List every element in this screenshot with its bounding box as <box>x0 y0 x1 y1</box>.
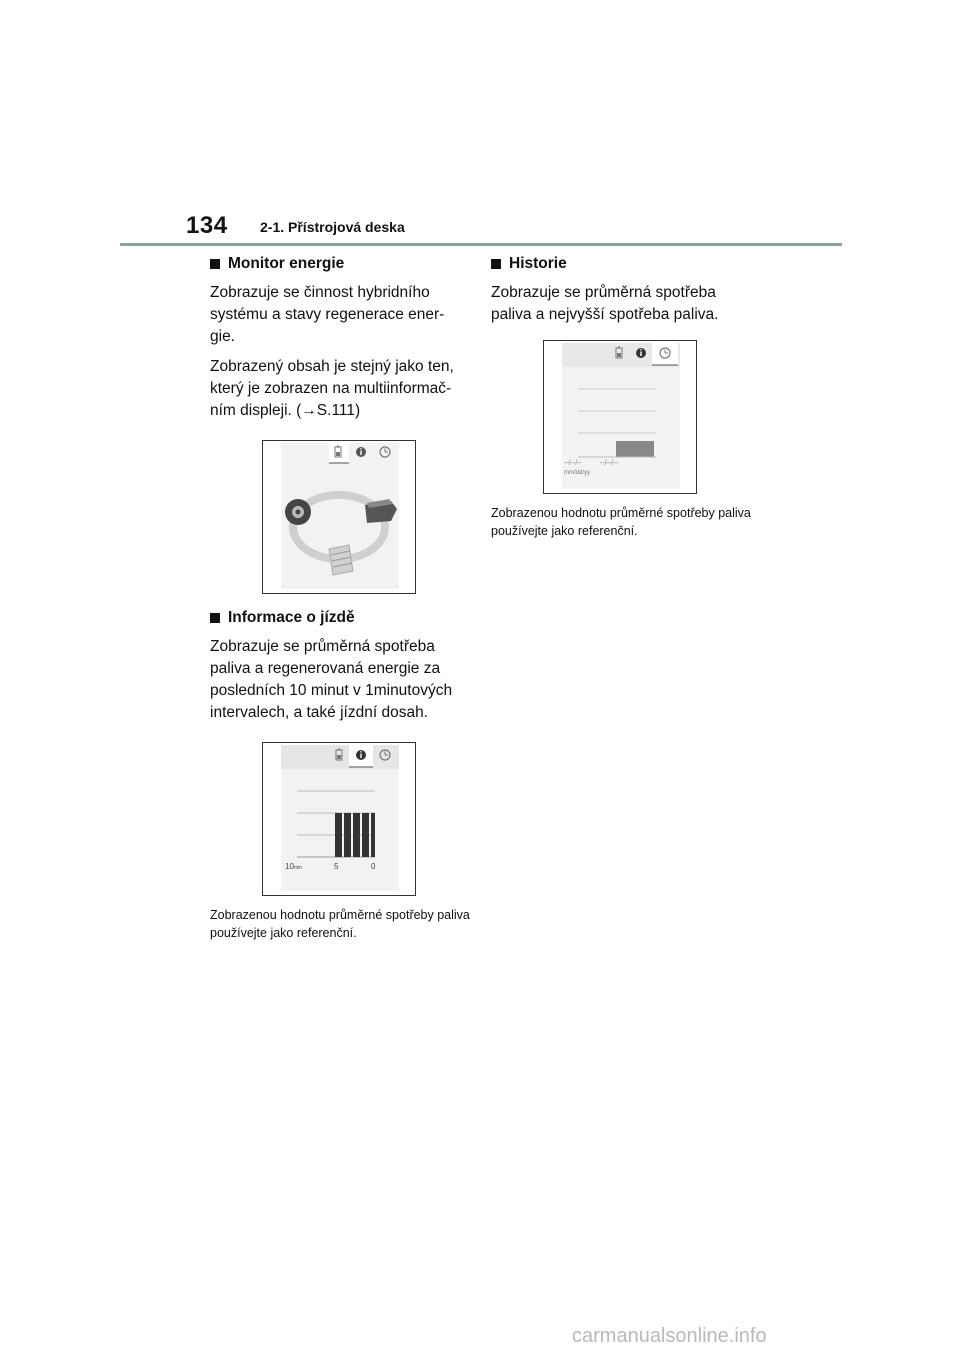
fuel-history-bars <box>335 813 375 857</box>
heading-text: Monitor energie <box>228 255 345 272</box>
energy-monitor-text-1: Zobrazuje se činnost hybridního systému a stavy regenerace ener- gie. <box>210 284 445 345</box>
date-label-1: --/--/-- <box>564 460 582 467</box>
axis-label-min: min <box>294 865 303 871</box>
axis-label-0: 0 <box>371 862 376 871</box>
history-bar <box>616 441 654 457</box>
left-column <box>210 254 472 942</box>
history-figure <box>543 340 697 494</box>
right-column <box>491 254 753 540</box>
axis-label-10: 10 <box>285 862 294 871</box>
drive-info-caption: Zobrazenou hodnotu průměrné spotřeby paliva používejte jako referenční. <box>210 908 470 940</box>
history-text: Zobrazuje se průměrná spotřeba paliva a nejvyšší spotřeba paliva. <box>491 284 719 323</box>
bullet-square-icon <box>210 613 220 623</box>
battery-pack-icon <box>329 545 353 575</box>
info-icon <box>356 750 366 760</box>
energy-monitor-text-2: Zobrazený obsah je stejný jako ten, který je zobrazen na multiinformač- ním displeji. (→S.111) <box>210 358 454 419</box>
date-label-2: --/--/-- <box>600 460 618 467</box>
axis-label-5: 5 <box>334 862 339 871</box>
heading-history <box>491 254 753 274</box>
heading-text: Informace o jízdě <box>228 609 355 626</box>
drive-info-figure <box>262 742 416 896</box>
energy-monitor-figure <box>262 440 416 594</box>
header-rule <box>120 243 842 246</box>
info-icon <box>356 447 366 457</box>
heading-energy-monitor <box>210 254 472 274</box>
heading-drive-info <box>210 608 472 628</box>
page-number: 134 <box>186 212 228 239</box>
info-icon <box>636 348 646 358</box>
history-caption: Zobrazenou hodnotu průměrné spotřeby paliva používejte jako referenční. <box>491 506 751 538</box>
wheel-icon <box>285 499 311 525</box>
bullet-square-icon <box>210 259 220 269</box>
watermark: carmanualsonline.info <box>572 1325 767 1347</box>
drive-info-text: Zobrazuje se průměrná spotřeba paliva a regenerovaná energie za posledních 10 minut v 1minutových intervalech, a také jízdní dosah. <box>210 638 453 721</box>
bullet-square-icon <box>491 259 501 269</box>
section-title: 2-1. Přístrojová deska <box>260 219 405 235</box>
heading-text: Historie <box>509 255 567 272</box>
date-format-label: mm/dd/yy <box>564 470 591 476</box>
